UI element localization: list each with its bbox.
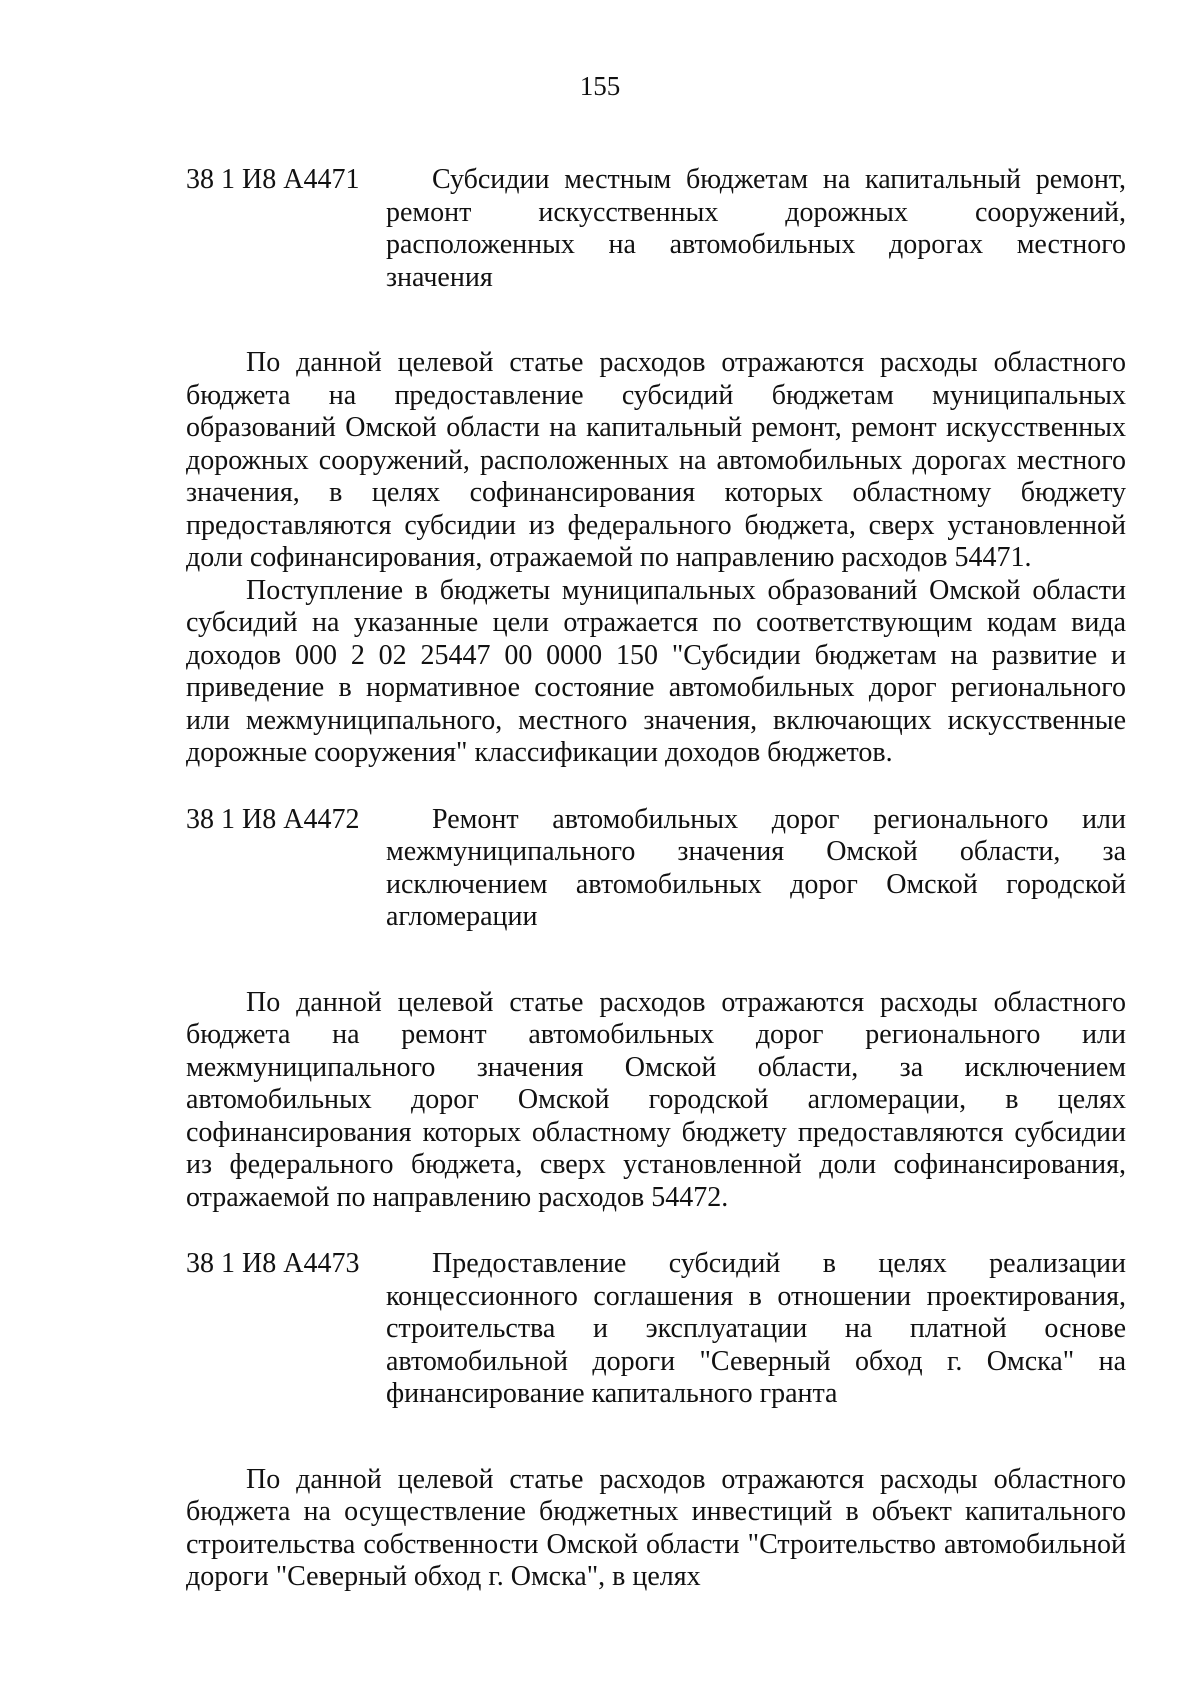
article-code: 38 1 И8 А4473	[186, 1248, 360, 1279]
budget-article-header	[186, 1248, 1126, 1411]
budget-article-header	[186, 804, 1126, 934]
page-number: 155	[579, 71, 621, 101]
document-body	[186, 164, 1126, 1594]
article-title: Ремонт автомобильных дорог регионального или межмуниципального значения Омской области, за исключением автомобильных дорог Омской городской агломерации	[386, 803, 1126, 932]
article-code: 38 1 И8 А4472	[186, 803, 360, 835]
budget-article-header	[186, 164, 1126, 294]
article-paragraph: Поступление в бюджеты муниципальных образований Омской области субсидий на указанные цели отражается по соответствующим кодам вида доходов 000 2 02 25447 00 0000 150 "Субсидии бюджетам на развитие и приведение в нормативное состояние автомобильных дорог регионального или межмуниципального, местного значения, включающих искусственные дорожные сооружения" классификации доходов бюджетов.	[186, 574, 1126, 768]
article-paragraph: По данной целевой статье расходов отражаются расходы областного бюджета на осуществление бюджетных инвестиций в объект капитального строительства собственности Омской области "Строительство автомобильной дороги "Северный обход г. Омска", в целях	[186, 1463, 1126, 1592]
article-paragraph: По данной целевой статье расходов отражаются расходы областного бюджета на предоставление субсидий бюджетам муниципальных образований Омской области на капитальный ремонт, ремонт искусственных дорожных сооружений, расположенных на автомобильных дорогах местного значения, в целях софинансирования которых областному бюджету предоставляются субсидии из федерального бюджета, сверх установленной доли софинансирования, отражаемой по направлению расходов 54471.	[186, 347, 1126, 573]
article-title: Предоставление субсидий в целях реализации концессионного соглашения в отношении проектирования, строительства и эксплуатации на платной основе автомобильной дороги "Северный обход г. Омска" на финансирование капитального гранта	[386, 1248, 1126, 1409]
article-code: 38 1 И8 А4471	[186, 164, 360, 195]
article-title: Субсидии местным бюджетам на капитальный ремонт, ремонт искусственных дорожных сооружений, расположенных на автомобильных дорогах местного значения	[386, 164, 1126, 293]
article-paragraph: По данной целевой статье расходов отражаются расходы областного бюджета на ремонт автомобильных дорог регионального или межмуниципального значения Омской области, за исключением автомобильных дорог Омской городской агломерации, в целях софинансирования которых областному бюджету предоставляются субсидии из федерального бюджета, сверх установленной доли софинансирования, отражаемой по направлению расходов 54472.	[186, 986, 1126, 1213]
